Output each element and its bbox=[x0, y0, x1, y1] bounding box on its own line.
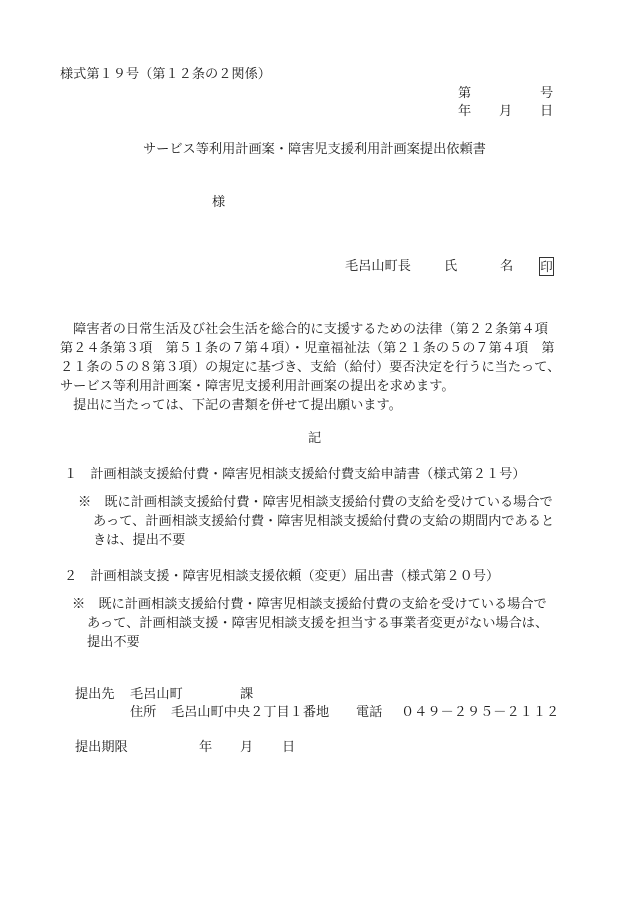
deadline-year: 年 bbox=[199, 740, 213, 755]
address-value: 毛呂山町中央２丁目１番地 bbox=[171, 705, 330, 720]
deadline-day: 日 bbox=[282, 740, 296, 755]
note-line: あって、計画相談支援・障害児相談支援を担当する事業者変更がない場合は、 bbox=[87, 616, 549, 631]
body-line: ２１条の５の８第３項）の規定に基づき、支給（給付）要否決定を行うに当たって、 bbox=[60, 360, 561, 375]
body-line: 提出に当たっては、下記の書類を併せて提出願います。 bbox=[60, 398, 402, 413]
note-line: 提出不要 bbox=[87, 635, 140, 650]
addressee-suffix: 様 bbox=[212, 195, 226, 210]
submit-to-town: 毛呂山町 bbox=[130, 687, 183, 702]
note-line: ※ 既に計画相談支援給付費・障害児相談支援給付費の支給を受けている場合で bbox=[72, 597, 547, 612]
issuer-name-shi: 氏 bbox=[444, 259, 458, 274]
issuer-title: 毛呂山町長 bbox=[345, 259, 411, 274]
item-2-heading: ２ 計画相談支援・障害児相談支援依頼（変更）届出書（様式第２０号） bbox=[64, 569, 500, 584]
date-year: 年 bbox=[458, 104, 472, 119]
date-month: 月 bbox=[499, 104, 513, 119]
submit-to-label: 提出先 bbox=[75, 687, 115, 702]
item-1-heading: １ 計画相談支援給付費・障害児相談支援給付費支給申請書（様式第２１号） bbox=[64, 467, 526, 482]
submit-to-section: 課 bbox=[240, 687, 254, 702]
tel-value: ０４９－２９５－２１１２ bbox=[401, 705, 560, 720]
form-number: 様式第１９号（第１２条の２関係） bbox=[60, 67, 271, 82]
tel-label: 電話 bbox=[356, 705, 383, 720]
seal-box: 印 bbox=[540, 259, 553, 274]
deadline-month: 月 bbox=[240, 740, 254, 755]
note-line: ※ 既に計画相談支援給付費・障害児相談支援給付費の支給を受けている場合で bbox=[78, 495, 553, 510]
note-line: きは、提出不要 bbox=[93, 533, 186, 548]
address-label: 住所 bbox=[130, 705, 157, 720]
doc-number-dai: 第 bbox=[458, 86, 472, 101]
body-line: 第２４条第３項 第５１条の７第４項）・児童福祉法（第２１条の５の７第４項 第 bbox=[60, 341, 555, 356]
body-line: サービス等利用計画案・障害児支援利用計画案の提出を求めます。 bbox=[60, 379, 455, 394]
note-line: あって、計画相談支援給付費・障害児相談支援給付費の支給の期間内であると bbox=[93, 514, 555, 529]
date-day: 日 bbox=[540, 104, 554, 119]
body-line: 障害者の日常生活及び社会生活を総合的に支援するための法律（第２２条第４項 bbox=[60, 322, 548, 337]
issuer-name-mei: 名 bbox=[500, 259, 514, 274]
document-title: サービス等利用計画案・障害児支援利用計画案提出依頼書 bbox=[143, 142, 486, 157]
doc-number-go: 号 bbox=[540, 86, 554, 101]
ki-heading: 記 bbox=[308, 431, 322, 446]
deadline-label: 提出期限 bbox=[75, 740, 128, 755]
